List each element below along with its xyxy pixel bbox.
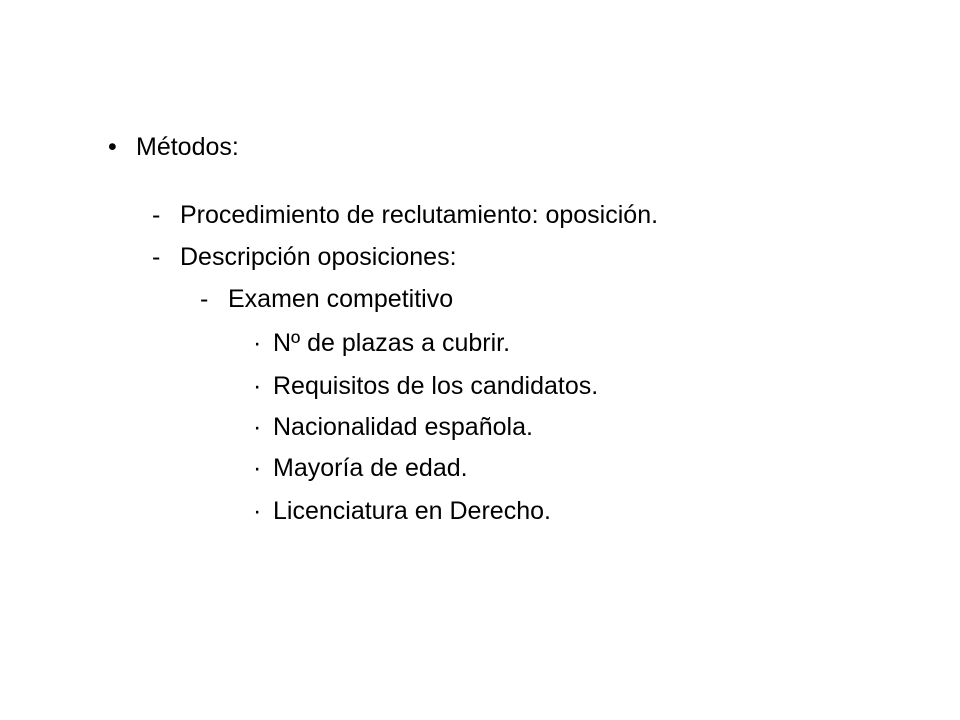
list-item-text: Nº de plazas a cubrir. bbox=[273, 329, 511, 357]
dash-marker: - bbox=[152, 243, 161, 271]
heading-text: Métodos: bbox=[136, 133, 239, 161]
list-item-text: Examen competitivo bbox=[228, 285, 454, 313]
dash-marker: - bbox=[152, 201, 161, 229]
list-item-text: Nacionalidad española. bbox=[273, 413, 533, 441]
bullet-marker: • bbox=[108, 133, 117, 161]
dot-marker: · bbox=[253, 497, 262, 525]
list-item-text: Requisitos de los candidatos. bbox=[273, 372, 599, 400]
dot-marker: · bbox=[253, 454, 262, 482]
list-item-text: Licenciatura en Derecho. bbox=[273, 497, 551, 525]
list-item-text: Descripción oposiciones: bbox=[180, 243, 457, 271]
list-item-text: Procedimiento de reclutamiento: oposición. bbox=[180, 201, 659, 229]
list-item-text: Mayoría de edad. bbox=[273, 454, 468, 482]
dot-marker: · bbox=[253, 372, 262, 400]
dot-marker: · bbox=[253, 329, 262, 357]
dash-marker: - bbox=[200, 285, 209, 313]
dot-marker: · bbox=[253, 413, 262, 441]
